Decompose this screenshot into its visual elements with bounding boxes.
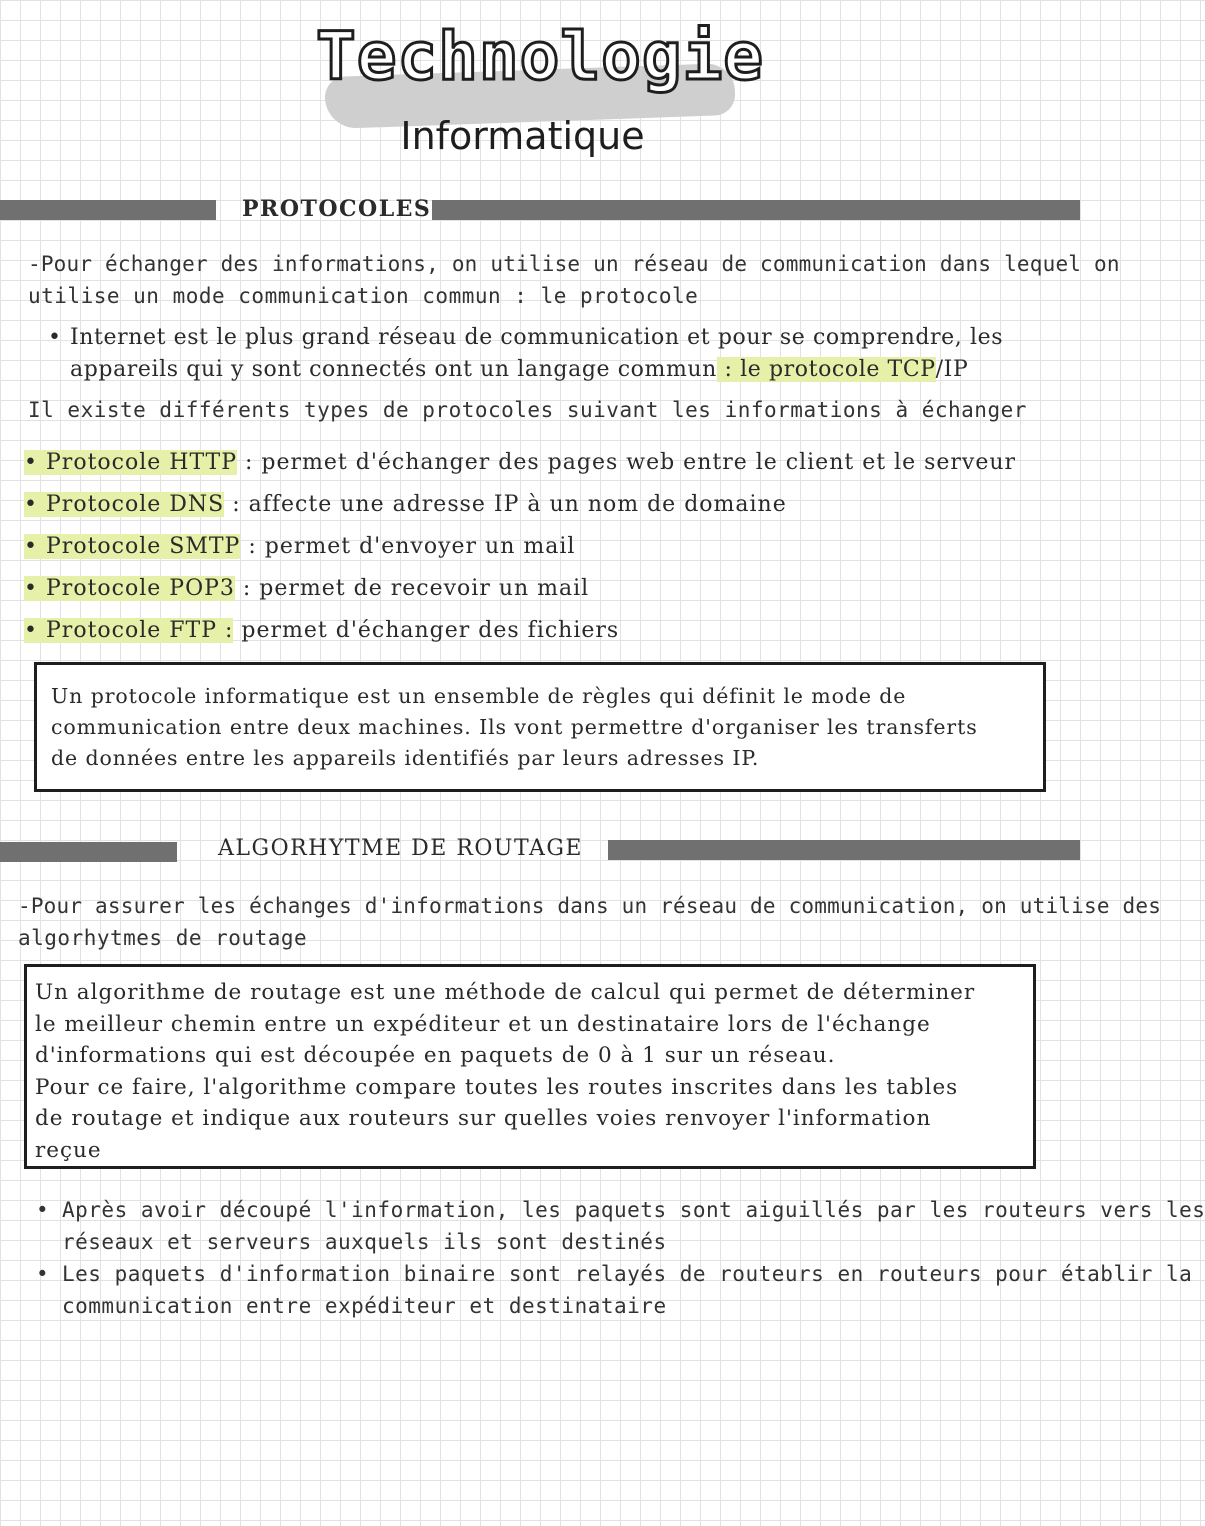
- section-heading-routage: ALGORHYTME DE ROUTAGE: [218, 836, 583, 861]
- page-subtitle: Informatique: [400, 114, 645, 158]
- definition-line: communication entre deux machines. Ils vont permettre d'organiser les transferts: [51, 715, 978, 739]
- definition-line: reçue: [35, 1137, 102, 1163]
- protocol-name-text: Protocole POP3: [46, 576, 235, 601]
- page-header: [0, 18, 1080, 118]
- tcp-ip-highlight: : le protocole TCP: [716, 357, 936, 382]
- bullet-dot: •: [24, 576, 38, 601]
- protocol-name-text: Protocole FTP :: [46, 618, 234, 643]
- bullet-text: Après avoir découpé l'information, les paquets sont aiguillés par les routeurs vers les: [62, 1198, 1205, 1222]
- protocol-name-text: Protocole SMTP: [46, 534, 241, 559]
- protocol-name: [24, 576, 235, 601]
- definition-line: le meilleur chemin entre un expéditeur et un destinataire lors de l'échange: [35, 1011, 931, 1037]
- routage-bullet-1: [36, 1194, 1205, 1226]
- protocol-name: [24, 450, 237, 475]
- definition-line: de routage et indique aux routeurs sur quelles voies renvoyer l'information: [35, 1106, 932, 1132]
- protocol-desc: : affecte une adresse IP à un nom de domaine: [224, 492, 787, 517]
- section-bar-left: [0, 842, 177, 862]
- bullet-dot: •: [24, 450, 38, 475]
- page-title: Technologie: [315, 18, 765, 95]
- list-item-ftp: [24, 614, 619, 648]
- routage-bullet-1-cont: réseaux et serveurs auxquels ils sont destinés: [62, 1230, 667, 1254]
- list-item-http: [24, 446, 1016, 480]
- definition-line: Pour ce faire, l'algorithme compare toutes les routes inscrites dans les tables: [35, 1074, 959, 1100]
- internet-line2-text: appareils qui y sont connectés ont un langage commun: [70, 357, 717, 382]
- bullet-dot: •: [36, 1262, 50, 1286]
- bullet-dot: •: [36, 1198, 50, 1222]
- section-bar-right: [608, 840, 1080, 860]
- protocol-desc: : permet d'envoyer un mail: [240, 534, 576, 559]
- section-bar-left: [0, 200, 216, 220]
- definition-line: de données entre les appareils identifiés par leurs adresses IP.: [51, 746, 760, 770]
- list-item-dns: [24, 488, 787, 522]
- protocoles-intro-line1: -Pour échanger des informations, on utilise un réseau de communication dans lequel on: [28, 252, 1120, 276]
- routage-intro-line1: -Pour assurer les échanges d'informations dans un réseau de communication, on utilise des: [18, 894, 1162, 918]
- routage-bullet-2-cont: communication entre expéditeur et destinataire: [62, 1294, 667, 1318]
- protocol-types-line: Il existe différents types de protocoles suivant les informations à échanger: [28, 398, 1027, 422]
- protocole-definition-box: [34, 662, 1046, 792]
- protocol-name: [24, 534, 240, 559]
- protocol-desc: : permet de recevoir un mail: [234, 576, 590, 601]
- protocol-desc: permet d'échanger des fichiers: [233, 618, 620, 643]
- section-bar-right: [432, 200, 1080, 220]
- routage-intro-line2: algorhytmes de routage: [18, 926, 308, 950]
- protocol-name: [24, 618, 233, 643]
- definition-line: Un algorithme de routage est une méthode de calcul qui permet de déterminer: [35, 980, 976, 1005]
- bullet-text: Les paquets d'information binaire sont relayés de routeurs en routeurs pour établir la: [62, 1262, 1193, 1286]
- bullet-dot: •: [48, 325, 62, 350]
- definition-line: d'informations qui est découpée en paquets de 0 à 1 sur un réseau.: [35, 1043, 836, 1069]
- bullet-dot: •: [24, 492, 38, 517]
- protocoles-intro-line2: utilise un mode communication commun : le protocole: [28, 284, 699, 308]
- internet-bullet: [48, 322, 1003, 354]
- routage-definition-box: [24, 964, 1036, 1169]
- routage-bullet-2: [36, 1258, 1192, 1290]
- bullet-dot: •: [24, 534, 38, 559]
- protocol-name: [24, 492, 224, 517]
- internet-line2-end: /IP: [935, 357, 969, 382]
- protocol-name-text: Protocole HTTP: [46, 450, 238, 475]
- definition-line: Un protocole informatique est un ensemble de règles qui définit le mode de: [51, 684, 907, 708]
- list-item-smtp: [24, 530, 575, 564]
- protocol-name-text: Protocole DNS: [46, 492, 225, 517]
- internet-line2: [70, 354, 968, 386]
- internet-line1: Internet est le plus grand réseau de communication et pour se comprendre, les: [70, 325, 1004, 350]
- section-heading-protocoles: PROTOCOLES: [242, 196, 432, 222]
- protocol-desc: : permet d'échanger des pages web entre le client et le serveur: [237, 450, 1017, 475]
- list-item-pop3: [24, 572, 589, 606]
- bullet-dot: •: [24, 618, 38, 643]
